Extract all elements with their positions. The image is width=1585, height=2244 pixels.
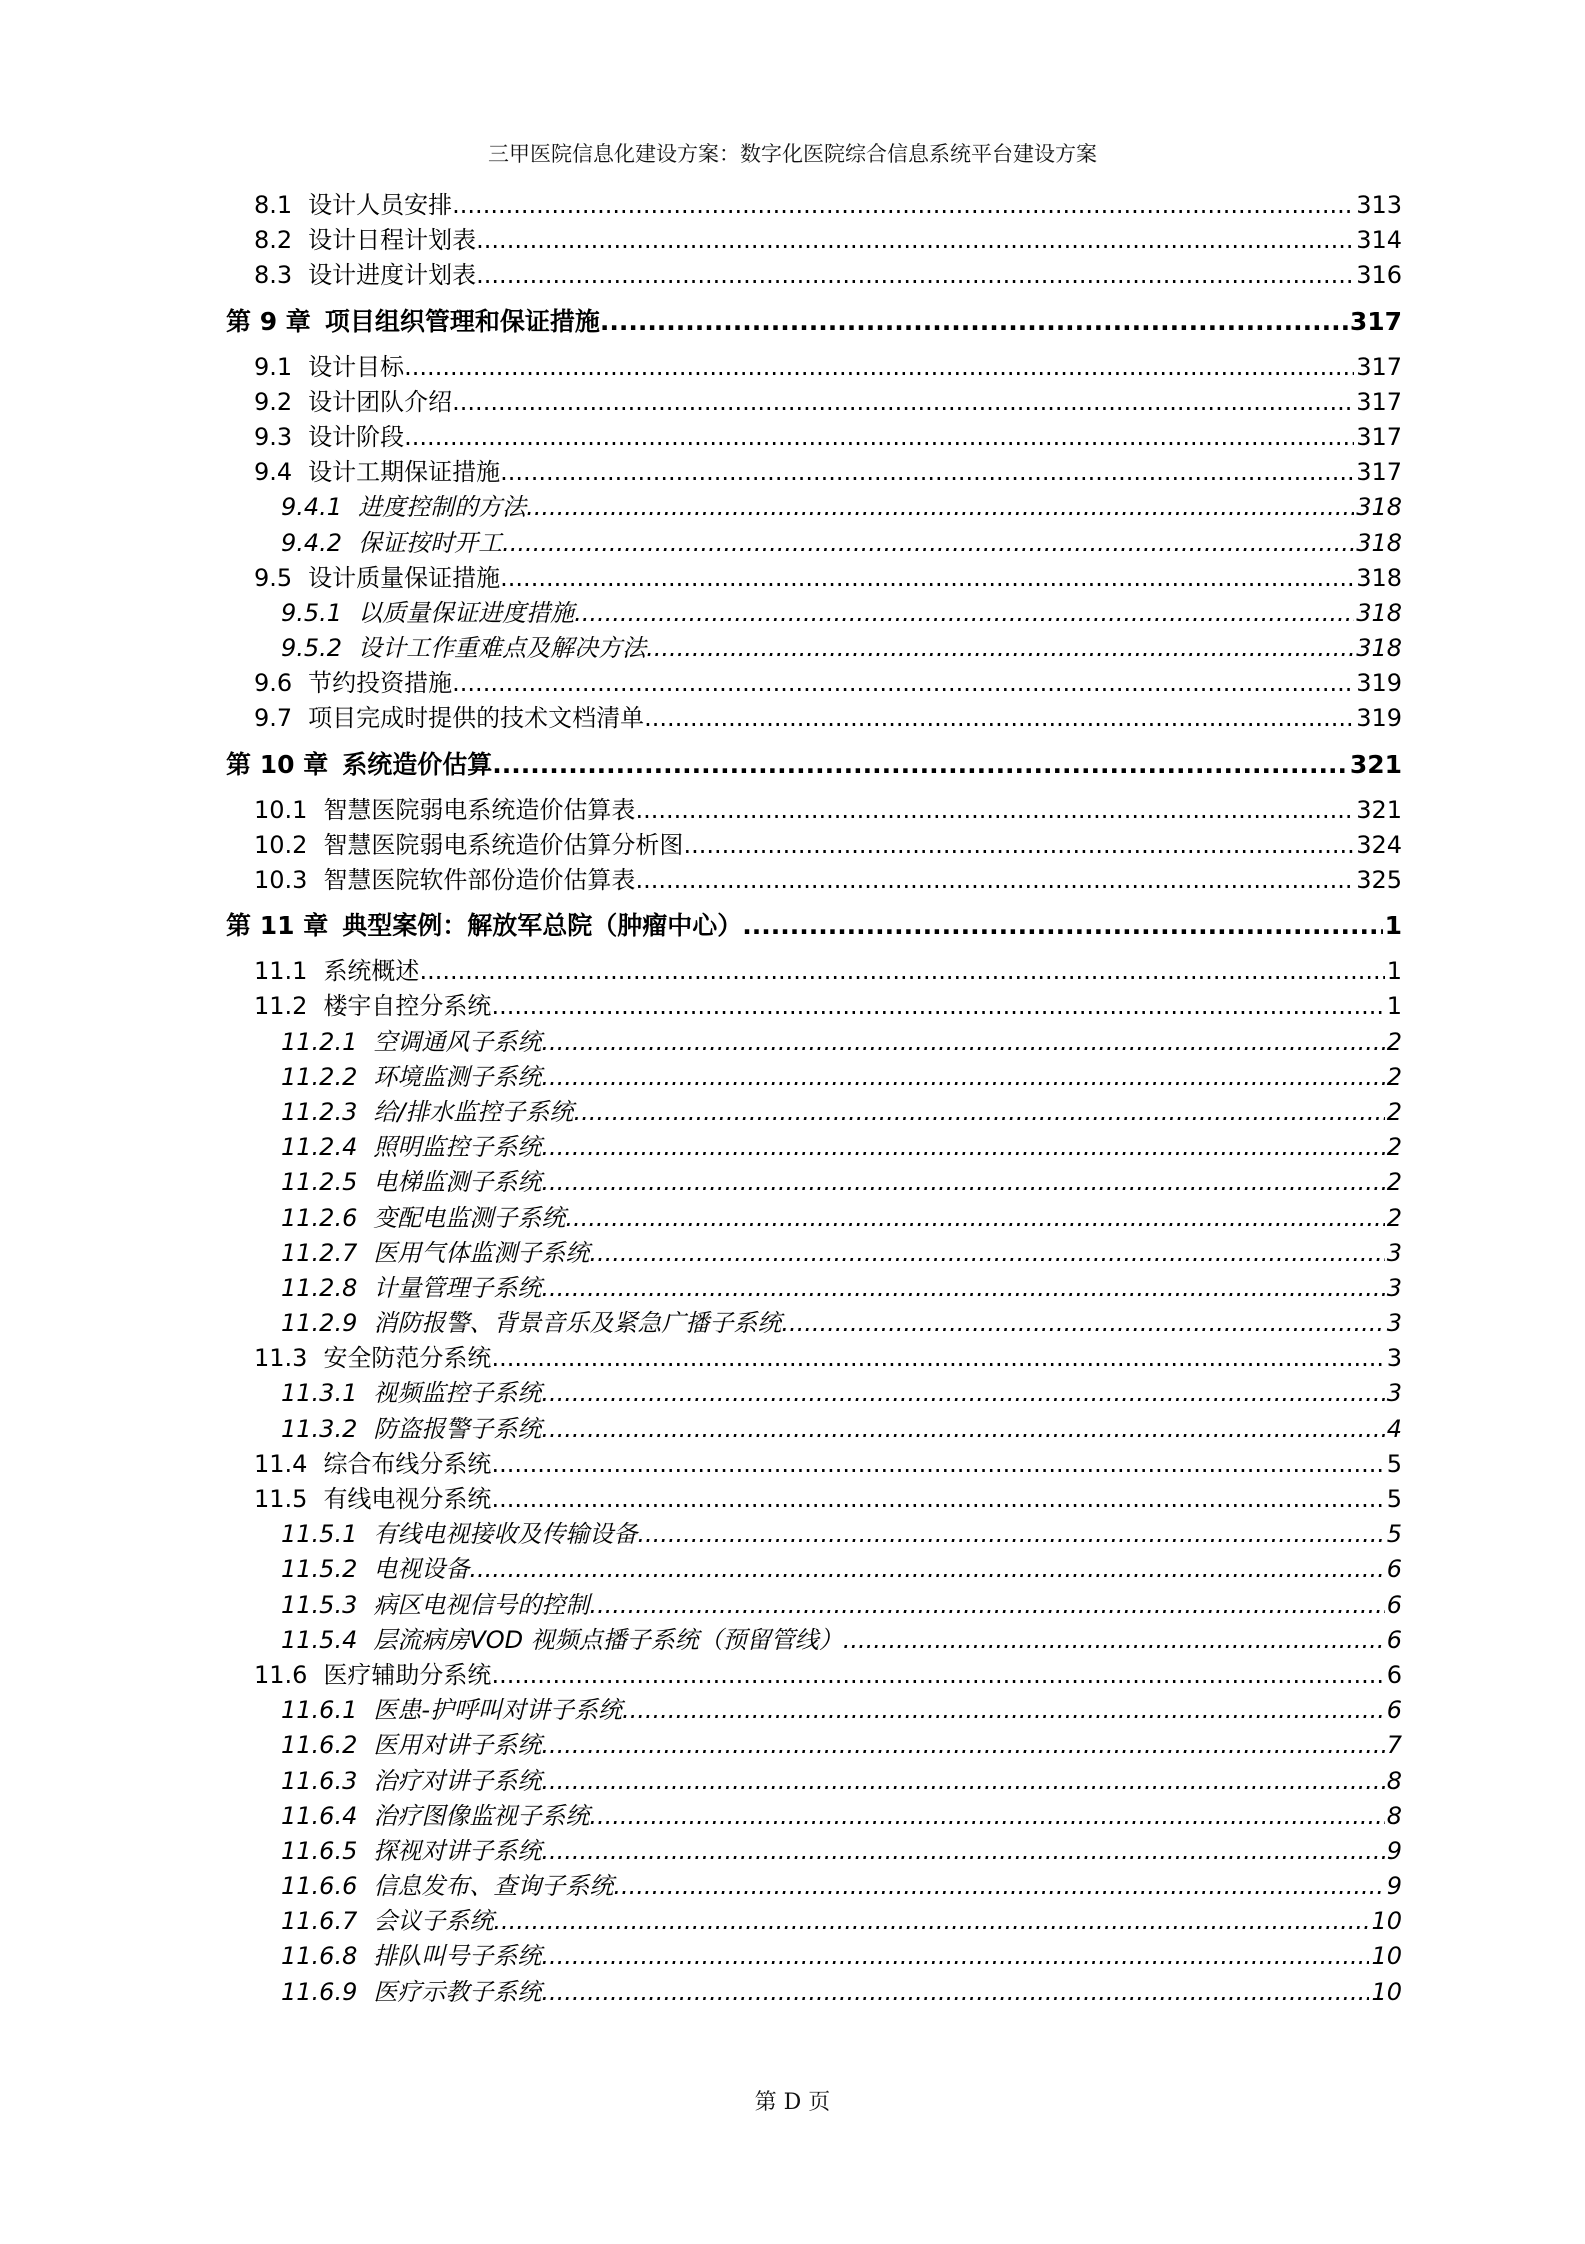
toc-entry-title: 综合布线分系统	[323, 1449, 492, 1478]
toc-entry-page-number: 8	[1386, 1766, 1402, 1795]
toc-entry-page-number: 6	[1386, 1696, 1402, 1725]
toc-entry-page-number: 324	[1356, 830, 1402, 859]
toc-entry-number: 9.6	[254, 669, 293, 698]
toc-entry-title: 环境监测子系统	[373, 1062, 542, 1091]
toc-dot-leader	[635, 863, 1354, 898]
toc-dot-leader	[600, 304, 1348, 339]
toc-dot-leader	[526, 490, 1354, 525]
toc-entry[interactable]	[226, 1201, 1402, 1236]
toc-entry-page-number: 317	[1356, 352, 1402, 381]
toc-entry-number: 9.5.1	[281, 598, 343, 627]
toc-dot-leader	[469, 1552, 1384, 1587]
toc-entry-title: 变配电监测子系统	[373, 1203, 566, 1232]
toc-entry-number: 11.2.6	[281, 1203, 358, 1232]
toc-dot-leader	[589, 1799, 1384, 1834]
toc-entry-title: 典型案例：解放军总院（肿瘤中心）	[342, 911, 743, 941]
toc-entry-page-number: 2	[1386, 1133, 1402, 1162]
toc-entry-title: 医疗示教子系统	[373, 1977, 542, 2006]
toc-entry-title: 项目完成时提供的技术文档清单	[308, 704, 645, 733]
toc-entry[interactable]	[226, 1869, 1402, 1904]
toc-entry-page-number: 3	[1386, 1379, 1402, 1408]
toc-entry-number: 第 9 章	[226, 306, 311, 336]
toc-entry-page-number: 319	[1356, 669, 1402, 698]
toc-entry-title: 电视设备	[373, 1555, 470, 1584]
toc-entry-page-number: 10	[1371, 1977, 1402, 2006]
toc-entry-number: 11.2.4	[281, 1133, 358, 1162]
toc-dot-leader	[541, 1764, 1384, 1799]
toc-entry-title: 设计日程计划表	[308, 226, 477, 255]
toc-entry[interactable]	[226, 1975, 1402, 2010]
toc-entry[interactable]	[226, 1341, 1402, 1376]
toc-entry[interactable]	[226, 1271, 1402, 1306]
toc-entry[interactable]	[226, 1165, 1402, 1200]
toc-dot-leader	[492, 747, 1348, 782]
toc-entry[interactable]	[226, 188, 1402, 223]
toc-entry-page-number: 317	[1356, 387, 1402, 416]
toc-entry[interactable]	[226, 828, 1402, 863]
toc-entry-title: 层流病房VOD 视频点播子系统（预留管线）	[373, 1625, 843, 1654]
toc-entry-title: 医用气体监测子系统	[373, 1238, 590, 1267]
toc-dot-leader	[644, 701, 1354, 736]
toc-entry-page-number: 1	[1384, 911, 1402, 941]
toc-dot-leader	[452, 666, 1354, 701]
toc-entry-number: 9.2	[254, 387, 293, 416]
toc-entry-number: 9.3	[254, 422, 293, 451]
toc-entry-title: 系统造价估算	[342, 749, 493, 779]
toc-entry-title: 设计团队介绍	[308, 387, 453, 416]
toc-entry-title: 安全防范分系统	[323, 1344, 492, 1373]
toc-entry-page-number: 3	[1386, 1344, 1402, 1373]
toc-entry-page-number: 2	[1386, 1168, 1402, 1197]
toc-entry-number: 11.2	[254, 992, 308, 1021]
toc-entry-title: 楼宇自控分系统	[323, 992, 492, 1021]
toc-entry-page-number: 2	[1386, 1027, 1402, 1056]
toc-entry-number: 11.5.1	[281, 1520, 358, 1549]
toc-dot-leader	[491, 1658, 1384, 1693]
toc-entry[interactable]	[226, 1799, 1402, 1834]
toc-dot-leader	[541, 1060, 1384, 1095]
toc-entry-title: 有线电视分系统	[323, 1485, 492, 1513]
toc-entry-page-number: 313	[1356, 191, 1402, 219]
toc-entry-title: 进度控制的方法	[358, 493, 527, 522]
toc-entry-page-number: 318	[1356, 528, 1402, 557]
toc-dot-leader	[843, 1623, 1385, 1658]
toc-entry[interactable]	[226, 420, 1402, 455]
toc-entry-title: 节约投资措施	[308, 669, 453, 698]
toc-entry-number: 9.4	[254, 458, 293, 487]
toc-entry-title: 保证按时开工	[358, 528, 503, 557]
toc-entry-page-number: 3	[1386, 1309, 1402, 1338]
toc-dot-leader	[622, 1693, 1385, 1728]
toc-entry-page-number: 318	[1356, 493, 1402, 522]
toc-entry-number: 9.4.2	[281, 528, 343, 557]
toc-entry[interactable]	[226, 1552, 1402, 1587]
toc-entry-number: 11.6.4	[281, 1801, 358, 1830]
toc-entry-title: 给/排水监控子系统	[373, 1097, 574, 1126]
toc-entry[interactable]	[226, 1693, 1402, 1728]
toc-entry[interactable]	[226, 258, 1402, 293]
toc-entry-page-number: 8	[1386, 1801, 1402, 1830]
toc-entry-page-number: 1	[1386, 992, 1402, 1021]
toc-dot-leader	[419, 954, 1384, 989]
toc-entry-number: 8.3	[254, 261, 293, 290]
toc-entry-number: 11.3.2	[281, 1414, 358, 1443]
toc-entry[interactable]	[226, 1658, 1402, 1693]
toc-entry[interactable]	[226, 1834, 1402, 1869]
toc-entry-number: 11.5.3	[281, 1590, 358, 1619]
toc-entry-number: 11.4	[254, 1449, 308, 1478]
toc-dot-leader	[742, 908, 1382, 943]
toc-dot-leader	[541, 1025, 1384, 1060]
toc-entry-title: 设计工作重难点及解决方法	[358, 634, 647, 663]
toc-dot-leader	[476, 223, 1354, 258]
toc-entry-number: 10.2	[254, 830, 308, 859]
toc-entry-number: 11.6.1	[281, 1696, 358, 1725]
toc-entry-number: 11.1	[254, 957, 308, 986]
toc-entry-page-number: 7	[1386, 1731, 1402, 1760]
toc-entry-page-number: 317	[1356, 422, 1402, 451]
toc-dot-leader	[541, 1130, 1384, 1165]
toc-entry-title: 照明监控子系统	[373, 1133, 542, 1162]
toc-dot-leader	[565, 1201, 1384, 1236]
toc-dot-leader	[635, 793, 1354, 828]
toc-entry[interactable]	[226, 1904, 1402, 1939]
toc-entry[interactable]	[226, 350, 1402, 385]
toc-entry-page-number: 3	[1386, 1273, 1402, 1302]
toc-entry[interactable]	[226, 223, 1402, 258]
toc-dot-leader	[541, 1376, 1384, 1411]
toc-dot-leader	[646, 631, 1354, 666]
toc-entry[interactable]	[226, 1060, 1402, 1095]
toc-entry-number: 11.2.9	[281, 1309, 358, 1338]
toc-dot-leader	[683, 828, 1354, 863]
toc-entry-number: 11.3	[254, 1344, 308, 1373]
toc-entry-title: 智慧医院弱电系统造价估算表	[323, 795, 636, 824]
toc-entry[interactable]	[226, 385, 1402, 420]
toc-dot-leader	[493, 1904, 1369, 1939]
toc-entry[interactable]	[226, 1236, 1402, 1271]
toc-entry-page-number: 321	[1349, 749, 1402, 779]
toc-entry-number: 11.6	[254, 1660, 308, 1689]
toc-dot-leader	[781, 1306, 1384, 1341]
toc-entry-number: 9.1	[254, 352, 293, 381]
toc-dot-leader	[541, 1728, 1384, 1763]
toc-entry-number: 11.2.3	[281, 1097, 358, 1126]
toc-dot-leader	[589, 1588, 1384, 1623]
toc-dot-leader	[541, 1975, 1369, 2010]
toc-dot-leader	[491, 1482, 1384, 1517]
toc-dot-leader	[476, 258, 1354, 293]
toc-entry[interactable]	[226, 1095, 1402, 1130]
toc-entry[interactable]	[226, 1623, 1402, 1658]
toc-entry-title: 医疗辅助分系统	[323, 1660, 492, 1689]
toc-entry-page-number: 6	[1386, 1555, 1402, 1584]
toc-entry-title: 空调通风子系统	[373, 1027, 542, 1056]
toc-entry-page-number: 5	[1386, 1520, 1402, 1549]
toc-entry[interactable]	[226, 989, 1402, 1024]
toc-dot-leader	[502, 526, 1354, 561]
toc-entry-number: 9.4.1	[281, 493, 343, 522]
toc-dot-leader	[404, 350, 1354, 385]
toc-entry-title: 医患-护呼叫对讲子系统	[373, 1696, 623, 1725]
toc-dot-leader	[452, 188, 1354, 223]
toc-entry-number: 11.2.7	[281, 1238, 358, 1267]
toc-entry[interactable]	[226, 863, 1402, 898]
toc-dot-leader	[541, 1165, 1384, 1200]
toc-entry-title: 以质量保证进度措施	[358, 598, 575, 627]
toc-dot-leader	[500, 455, 1354, 490]
toc-entry-page-number: 318	[1356, 563, 1402, 592]
toc-entry-title: 设计工期保证措施	[308, 458, 501, 487]
toc-entry-page-number: 9	[1386, 1836, 1402, 1865]
toc-dot-leader	[500, 561, 1354, 596]
toc-entry[interactable]	[226, 526, 1402, 561]
toc-entry[interactable]	[226, 1728, 1402, 1763]
toc-entry[interactable]	[226, 1447, 1402, 1482]
toc-entry-title: 医用对讲子系统	[373, 1731, 542, 1760]
toc-entry[interactable]	[226, 1025, 1402, 1060]
toc-entry-number: 10.3	[254, 866, 308, 894]
toc-entry-page-number: 318	[1356, 598, 1402, 627]
toc-entry-page-number: 317	[1356, 458, 1402, 487]
toc-entry[interactable]	[226, 596, 1402, 631]
toc-entry-title: 电梯监测子系统	[373, 1168, 542, 1197]
toc-entry-page-number: 10	[1371, 1907, 1402, 1936]
toc-dot-leader	[574, 596, 1354, 631]
toc-entry[interactable]	[226, 1482, 1402, 1517]
toc-entry[interactable]	[226, 793, 1402, 828]
toc-entry-title: 信息发布、查询子系统	[373, 1872, 614, 1901]
toc-entry-page-number: 2	[1386, 1097, 1402, 1126]
toc-entry-page-number: 321	[1356, 795, 1402, 824]
toc-entry-title: 有线电视接收及传输设备	[373, 1520, 638, 1549]
page-footer: 第 D 页	[754, 2090, 831, 2115]
toc-entry-number: 11.6.7	[281, 1907, 358, 1936]
toc-dot-leader	[491, 1341, 1384, 1376]
toc-entry-number: 10.1	[254, 795, 308, 824]
toc-chapter-entry[interactable]	[226, 747, 1402, 782]
page-header: 三甲医院信息化建设方案：数字化医院综合信息系统平台建设方案	[488, 142, 1097, 166]
toc-entry-page-number: 1	[1386, 957, 1402, 986]
toc-entry-number: 11.6.3	[281, 1766, 358, 1795]
toc-entry-page-number: 2	[1386, 1062, 1402, 1091]
toc-entry-title: 排队叫号子系统	[373, 1942, 542, 1971]
toc-entry-number: 11.2.2	[281, 1062, 358, 1091]
toc-entry-number: 8.1	[254, 191, 293, 219]
toc-entry-page-number: 2	[1386, 1203, 1402, 1232]
toc-dot-leader	[541, 1271, 1384, 1306]
toc-entry[interactable]	[226, 1376, 1402, 1411]
toc-dot-leader	[491, 989, 1384, 1024]
toc-entry-page-number: 3	[1386, 1238, 1402, 1267]
toc-entry-page-number: 317	[1349, 306, 1402, 336]
toc-entry-number: 11.2.5	[281, 1168, 358, 1197]
toc-entry-number: 11.6.8	[281, 1942, 358, 1971]
toc-entry-page-number: 325	[1356, 866, 1402, 894]
toc-entry-title: 设计目标	[308, 352, 405, 381]
toc-entry-title: 智慧医院软件部份造价估算表	[323, 866, 636, 894]
toc-dot-leader	[589, 1236, 1384, 1271]
toc-entry-page-number: 9	[1386, 1872, 1402, 1901]
toc-entry-number: 第 11 章	[226, 911, 329, 941]
toc-entry-title: 治疗图像监视子系统	[373, 1801, 590, 1830]
toc-entry-number: 11.6.5	[281, 1836, 358, 1865]
toc-entry[interactable]	[226, 490, 1402, 525]
toc-entry-title: 消防报警、背景音乐及紧急广播子系统	[373, 1309, 782, 1338]
toc-entry-title: 防盗报警子系统	[373, 1414, 542, 1443]
toc-entry-title: 设计阶段	[308, 422, 405, 451]
toc-entry-number: 11.6.2	[281, 1731, 358, 1760]
toc-chapter-entry[interactable]	[226, 908, 1402, 943]
toc-dot-leader	[541, 1939, 1369, 1974]
toc-entry[interactable]	[226, 666, 1402, 701]
toc-entry-number: 11.3.1	[281, 1379, 358, 1408]
toc-entry-number: 11.6.9	[281, 1977, 358, 2006]
toc-entry-number: 9.5	[254, 563, 293, 592]
toc-entry[interactable]	[226, 1412, 1402, 1447]
toc-entry[interactable]	[226, 561, 1402, 596]
toc-dot-leader	[452, 385, 1354, 420]
toc-entry[interactable]	[226, 1764, 1402, 1799]
toc-entry-page-number: 319	[1356, 704, 1402, 733]
toc-entry-title: 治疗对讲子系统	[373, 1766, 542, 1795]
toc-chapter-entry[interactable]	[226, 304, 1402, 339]
toc-entry-number: 第 10 章	[226, 749, 329, 779]
toc-entry-number: 11.2.1	[281, 1027, 358, 1056]
toc-entry-number: 11.5.2	[281, 1555, 358, 1584]
toc-entry-title: 探视对讲子系统	[373, 1836, 542, 1865]
toc-entry[interactable]	[226, 455, 1402, 490]
toc-entry-title: 设计进度计划表	[308, 261, 477, 290]
toc-dot-leader	[404, 420, 1354, 455]
toc-entry-title: 会议子系统	[373, 1907, 494, 1936]
toc-entry-page-number: 6	[1386, 1625, 1402, 1654]
toc-entry-page-number: 6	[1386, 1590, 1402, 1619]
toc-entry[interactable]	[226, 701, 1402, 736]
toc-entry-title: 病区电视信号的控制	[373, 1590, 590, 1619]
toc-entry[interactable]	[226, 1939, 1402, 1974]
toc-entry[interactable]	[226, 1517, 1402, 1552]
toc-entry-page-number: 5	[1386, 1485, 1402, 1513]
toc-dot-leader	[491, 1447, 1384, 1482]
toc-entry[interactable]	[226, 1306, 1402, 1341]
toc-dot-leader	[541, 1412, 1384, 1447]
toc-entry-number: 9.7	[254, 704, 293, 733]
toc-entry-number: 8.2	[254, 226, 293, 255]
toc-dot-leader	[613, 1869, 1384, 1904]
toc-entry-title: 计量管理子系统	[373, 1273, 542, 1302]
toc-entry-number: 11.2.8	[281, 1273, 358, 1302]
toc-entry-page-number: 318	[1356, 634, 1402, 663]
toc-entry-page-number: 4	[1386, 1414, 1402, 1443]
toc-entry-page-number: 314	[1356, 226, 1402, 255]
toc-dot-leader	[541, 1834, 1384, 1869]
toc-entry-title: 系统概述	[323, 957, 420, 986]
toc-entry-title: 设计人员安排	[308, 191, 453, 219]
toc-entry-number: 11.6.6	[281, 1872, 358, 1901]
toc-dot-leader	[637, 1517, 1384, 1552]
toc-entry-number: 11.5.4	[281, 1625, 358, 1654]
toc-entry-page-number: 10	[1371, 1942, 1402, 1971]
toc-entry-number: 9.5.2	[281, 634, 343, 663]
toc-entry[interactable]	[226, 631, 1402, 666]
toc-entry-page-number: 5	[1386, 1449, 1402, 1478]
toc-entry-page-number: 316	[1356, 261, 1402, 290]
toc-entry[interactable]	[226, 1588, 1402, 1623]
toc-entry-page-number: 6	[1386, 1660, 1402, 1689]
toc-entry-title: 智慧医院弱电系统造价估算分析图	[323, 830, 684, 859]
toc-entry-title: 设计质量保证措施	[308, 563, 501, 592]
table-of-contents	[226, 188, 1402, 2010]
toc-entry-title: 视频监控子系统	[373, 1379, 542, 1408]
toc-entry-number: 11.5	[254, 1485, 308, 1513]
toc-entry-title: 项目组织管理和保证措施	[324, 306, 600, 336]
toc-entry[interactable]	[226, 954, 1402, 989]
toc-entry[interactable]	[226, 1130, 1402, 1165]
toc-dot-leader	[573, 1095, 1384, 1130]
